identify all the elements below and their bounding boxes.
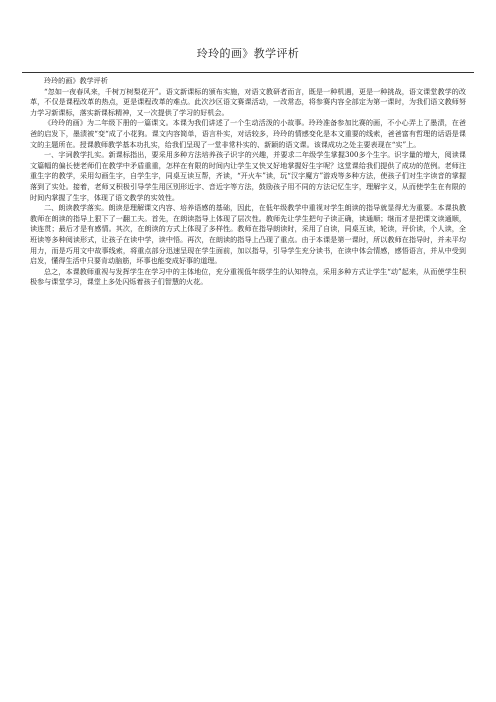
page-header bbox=[22, 42, 474, 73]
document-title: 玲玲的画》教学评析 bbox=[196, 47, 300, 60]
document-body bbox=[30, 76, 466, 288]
paragraph-heading: 玲玲的画》教学评析 bbox=[44, 76, 108, 85]
paragraph-conclusion: 总之，本课教师重视与发挥学生在学习中的主体地位，充分重视低年级学生的认知特点，采用多种方式让学生“动”起来，从而使学生积极参与课堂学习，课堂上多处闪烁着孩子们智慧的火花。 bbox=[30, 266, 466, 287]
paragraph-intro: “忽如一夜春风来，千树万树梨花开”。语文新课标的颁布实施，对语文教研者而言，既是一种机遇，更是一种挑战，语文课堂教学的改革，不仅是课程改革的热点，更是课程改革的难点。此次沙区语文赛课活动，一改常态，将参赛内容全部定为第一课时，为我们语文教师努力学习新课标，落实新课标精神，又一次提供了学习的好机会。 bbox=[30, 86, 466, 117]
paragraph-reading-teaching: 二、朗读教学落实。朗读是理解课文内容、培养语感的基础，因此，在低年级教学中重视对学生朗读的指导就显得尤为重要。本课执教教师在朗读的指导上狠下了一翻工夫。首先，在朗读指导上体现了层次性。教师先让学生把句子读正确，读通顺；继而才是把课文读通顺，读连贯；最后才是有感情。其次，在朗读的方式上体现了多样性。教师在指导朗读时，采用了自读，同桌互读，轮读，评价读，个人读，全班读等多种阅读形式，让孩子在读中学，读中悟。再次，在朗读的指导上凸现了重点。由于本课是第一课时，所以教师在指导时，并未平均用力，而是巧用文中故事线索，将重点部分迅速呈现在学生面前，加以指导，引导学生充分读书，在读中体会情感，感悟语言，并从中受到启发，懂得生活中只要肯动脑筋，坏事也能变成好事的道理。 bbox=[30, 203, 466, 266]
paragraph-character-teaching: 一、字词教学扎实。新课标指出，要采用多种方法培养孩子识字的兴趣，并要求二年级学生掌握300多个生字。识字量的增大，阅读课文篇幅的偏长使老师们在教学中矛盾重重，怎样在有限的时间内让学生又快又好地掌握好生字呢？这堂课给我们提供了成功的范例。老师注重生字的教学，采用勾画生字，自学生字，同桌互读互帮，齐读，“开火车”读，玩“汉字魔方”游戏等多种方法，使孩子们对生字读音的掌握落到了实处。接着，老师又积极引导学生用区别形近字、音近字等方法，鼓励孩子用不同的方法记忆生字，理解字义，从而使学生在有限的时间内掌握了生字，体现了语文教学的实效性。 bbox=[30, 150, 466, 202]
paragraph-lesson-overview: 《玲玲的画》为二年级下册的一篇课文。本课为我们讲述了一个生动活泼的小故事。玲玲准备参加比赛的画，不小心弄上了墨渍，在爸爸的启发下，墨渍被“变“成了小花狗。课文内容简单，语言朴实，对话较多，玲玲的情感变化是本文重要的线索，爸爸富有哲理的话语是课文的主题所在。授课教师教学基本功扎实，给我们呈现了一堂非常朴实的、新颖的语文课。该课成功之处主要表现在“实”上。 bbox=[30, 118, 466, 149]
